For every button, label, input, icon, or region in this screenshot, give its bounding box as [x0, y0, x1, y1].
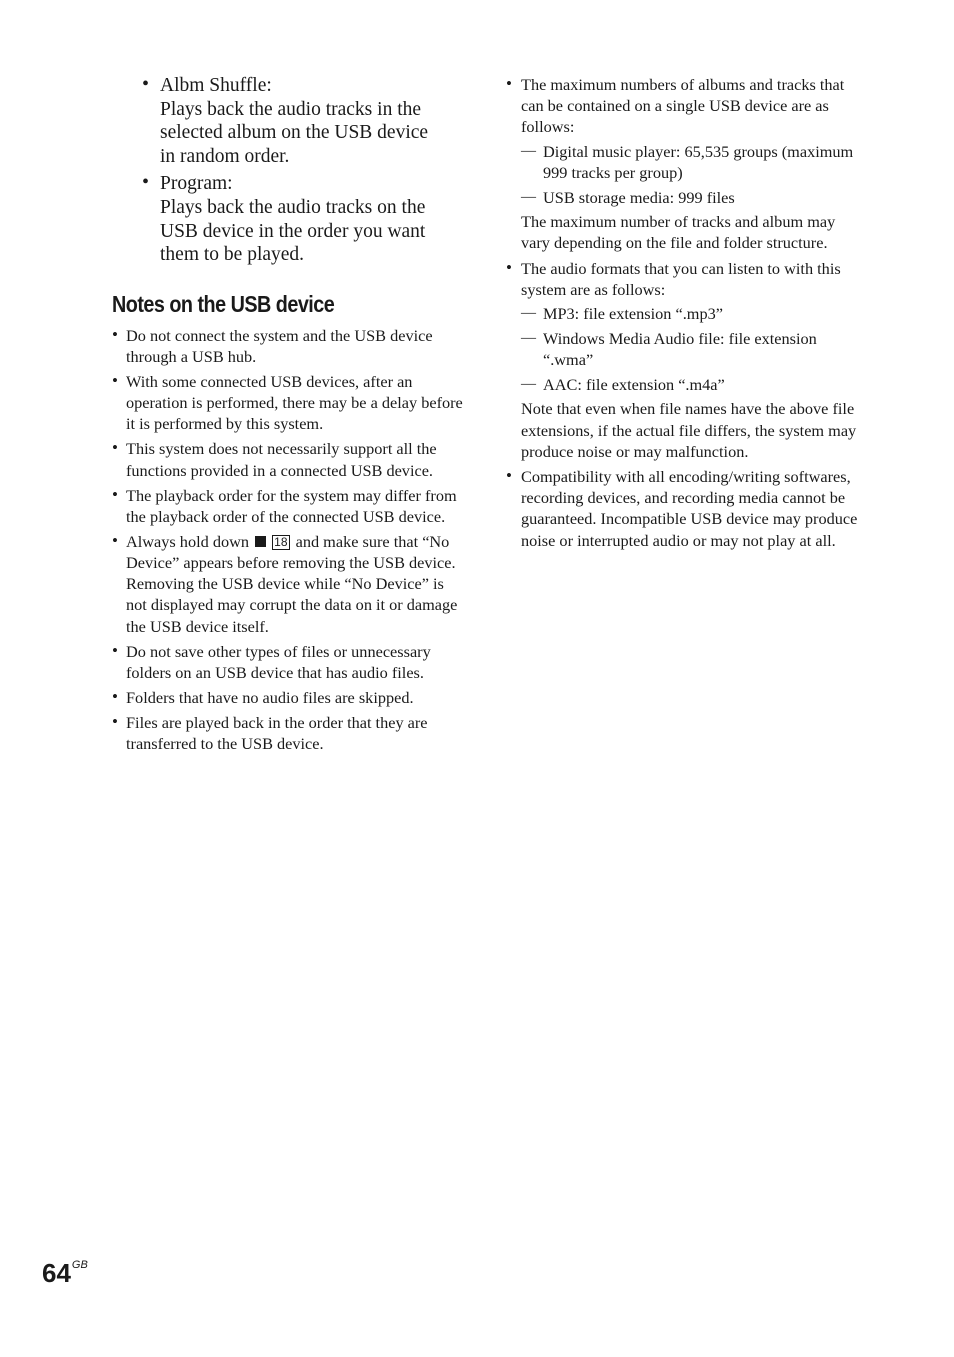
- list-item: • This system does not necessarily support all the functions provided in a connected USB device.: [112, 438, 464, 480]
- list-item: • Do not save other types of files or unnecessary folders on an USB device that has audio files.: [112, 641, 464, 683]
- list-item: • Compatibility with all encoding/writing softwares, recording devices, and recording media cannot be guaranteed. Incompatible USB device may produce noise or interrupted audio or may not play at all.: [506, 466, 862, 551]
- list-item: [506, 74, 862, 254]
- dash-item: — AAC: file extension “.m4a”: [521, 374, 862, 395]
- list-item: • With some connected USB devices, after an operation is performed, there may be a delay before it is performed by this system.: [112, 371, 464, 435]
- list-item: • Do not connect the system and the USB device through a USB hub.: [112, 325, 464, 367]
- format-intro: The audio formats that you can listen to with this system are as follows:: [521, 258, 841, 299]
- play-mode-list: [142, 74, 464, 267]
- usb-notes-list: [112, 325, 464, 754]
- hold-note-text: Always hold down: [126, 531, 250, 551]
- stop-icon: [255, 536, 266, 547]
- max-limits-list: [521, 141, 862, 208]
- audio-format-list: [521, 303, 862, 395]
- mode-description-line: Plays back the audio tracks on the: [160, 196, 426, 218]
- page-number: [42, 1247, 88, 1291]
- mode-description-line: them to be played.: [160, 244, 305, 266]
- dash-item: — MP3: file extension “.mp3”: [521, 303, 862, 324]
- max-note: The maximum number of tracks and album may vary depending on the file and folder structure.: [521, 212, 836, 253]
- left-column: [112, 74, 464, 758]
- dash-item: — Windows Media Audio file: file extension “.wma”: [521, 328, 862, 370]
- list-item: • The playback order for the system may differ from the playback order of the connected USB device.: [112, 485, 464, 527]
- mode-title: • Program:: [160, 173, 233, 195]
- right-column: [506, 74, 862, 555]
- reference-number-badge: 18: [274, 534, 288, 549]
- format-note: Note that even when file names have the above file extensions, if the actual file differs, the system may produce noise or may malfunction.: [521, 399, 857, 461]
- mode-description-line: in random order.: [160, 145, 290, 167]
- list-item: • Folders that have no audio files are skipped.: [112, 687, 464, 708]
- list-item: [112, 531, 464, 637]
- dash-item: — Digital music player: 65,535 groups (maximum 999 tracks per group): [521, 141, 862, 183]
- list-item: [506, 258, 862, 462]
- dash-item: — USB storage media: 999 files: [521, 187, 862, 208]
- hold-note-text: and make sure that “No Device” appears before removing the USB device. Removing the USB device while “No Device” is not displayed may corrupt the data on it or damage the USB device itself.: [126, 531, 458, 636]
- page-number-value: 64: [42, 1258, 71, 1288]
- usb-notes-continued: [506, 74, 862, 551]
- max-intro: The maximum numbers of albums and tracks that can be contained on a single USB device are as follows:: [521, 75, 845, 137]
- list-item: • Files are played back in the order that they are transferred to the USB device.: [112, 712, 464, 754]
- section-heading: Notes on the USB device: [112, 290, 335, 317]
- list-item: [142, 74, 464, 168]
- mode-description-line: Plays back the audio tracks in the: [160, 98, 422, 120]
- mode-description-line: USB device in the order you want: [160, 220, 426, 242]
- region-code: GB: [71, 1259, 88, 1271]
- mode-description-line: selected album on the USB device: [160, 122, 429, 144]
- list-item: [142, 172, 464, 266]
- mode-title: • Albm Shuffle:: [160, 75, 272, 96]
